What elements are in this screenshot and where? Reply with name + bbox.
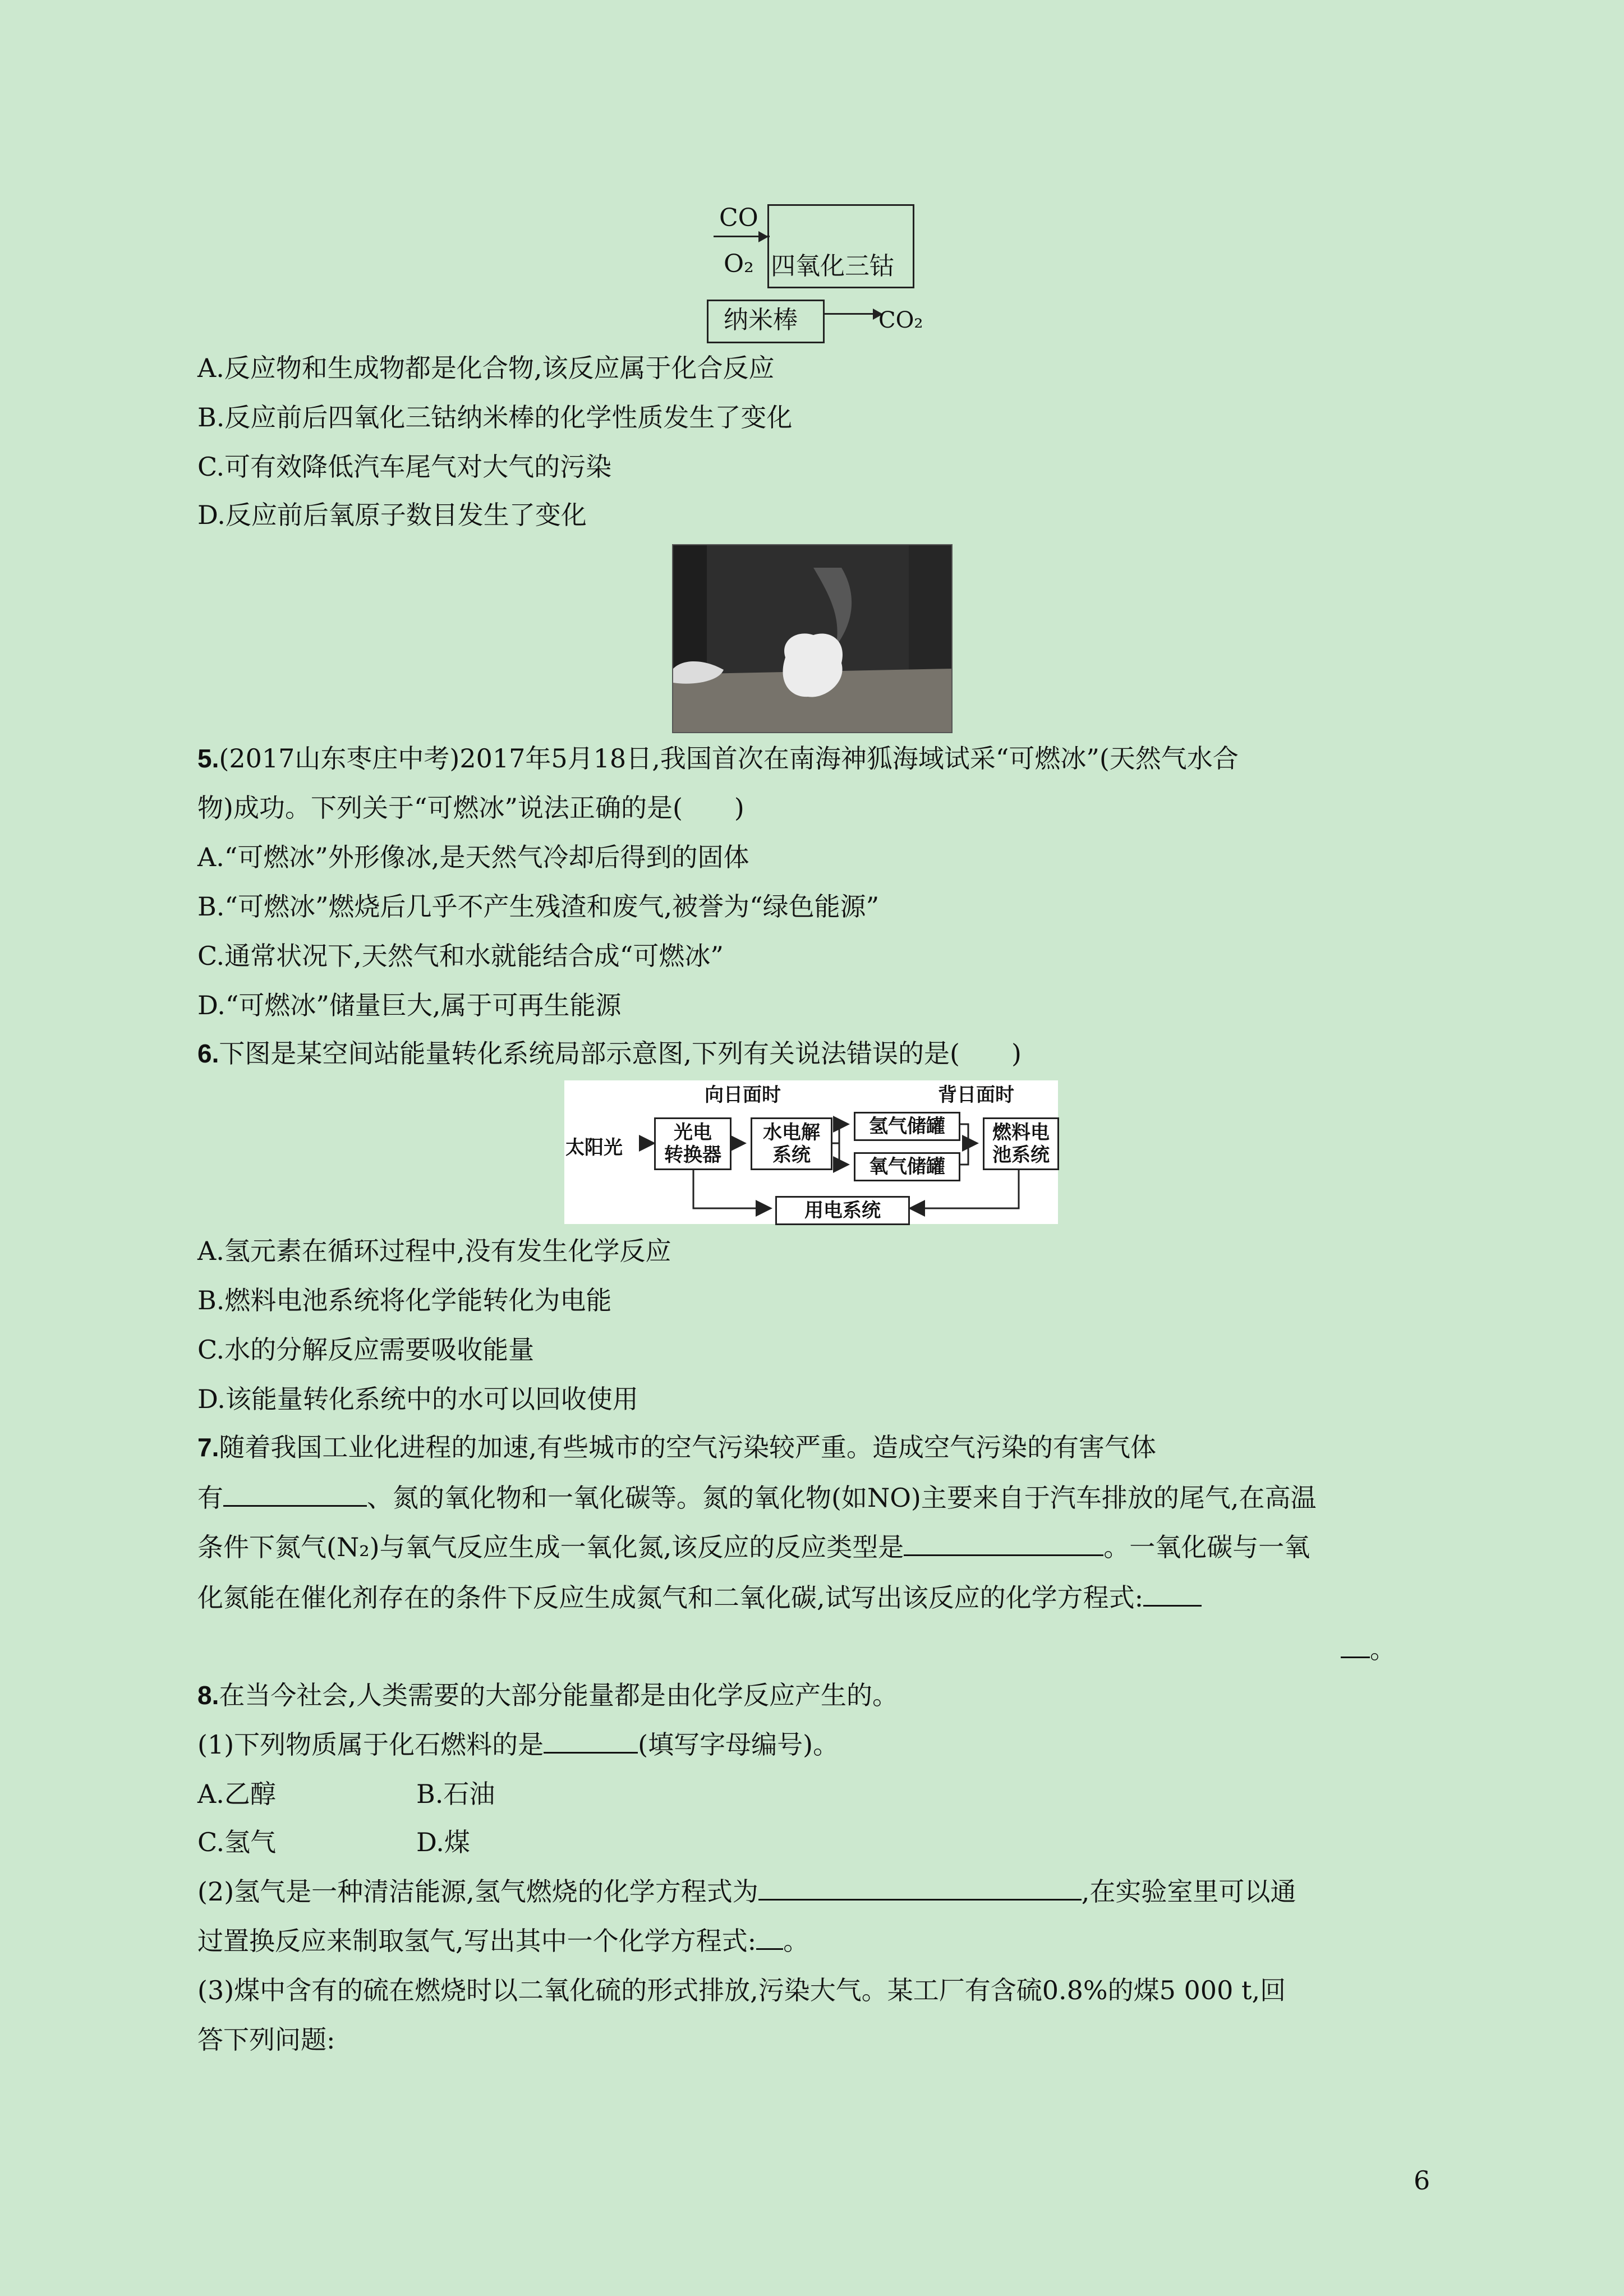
node-pv-converter: 光电 转换器	[654, 1117, 732, 1170]
q5-option-d: D.“可燃冰”储量巨大,属于可再生能源	[197, 990, 622, 1020]
q8-option-c: C.氢气	[197, 1827, 277, 1857]
q8-blank-1[interactable]	[544, 1727, 638, 1754]
q7-line-1: 7.随着我国工业化进程的加速,有些城市的空气污染较严重。造成空气污染的有害气体	[197, 1432, 1156, 1462]
q4-option-d: D.反应前后氧原子数目发生了变化	[197, 500, 587, 530]
q6-stem	[197, 1036, 1022, 1071]
q8-part-2: (2)氢气是一种清洁能源,氢气燃烧的化学方程式为 ,在实验室里可以通	[197, 1874, 1296, 1910]
q8-option-a: A.乙醇	[197, 1779, 276, 1809]
q5-number: 5.	[197, 744, 219, 773]
q5-stem-line-1	[197, 740, 1239, 776]
catalyst-label-2: 纳米棒	[724, 306, 798, 334]
q7-blank-3b[interactable]	[1341, 1632, 1370, 1658]
node-h2-tank: 氢气储罐	[854, 1112, 960, 1141]
q8-blank-2[interactable]	[758, 1874, 1082, 1901]
q8-option-d: D.煤	[416, 1827, 470, 1857]
label-sun-facing: 向日面时	[705, 1084, 781, 1106]
q4-option-a: A.反应物和生成物都是化合物,该反应属于化合反应	[197, 353, 775, 383]
q5-option-a: A.“可燃冰”外形像冰,是天然气冷却后得到的固体	[197, 842, 749, 872]
energy-conversion-diagram	[564, 1080, 1058, 1224]
q7-line-2: 有 、氮的氧化物和一氧化碳等。氮的氧化物(如NO)主要来自于汽车排放的尾气,在高温	[197, 1480, 1316, 1516]
reactant-co: CO	[719, 204, 758, 232]
q7-number: 7.	[197, 1433, 219, 1462]
q6-option-a: A.氢元素在循环过程中,没有发生化学反应	[197, 1236, 671, 1266]
node-electrolysis: 水电解 系统	[751, 1117, 832, 1170]
q8-number: 8.	[197, 1681, 219, 1710]
node-o2-tank: 氧气储罐	[854, 1152, 960, 1181]
q7-line-4: 化氮能在催化剂存在的条件下反应生成氮气和二氧化碳,试写出该反应的化学方程式:	[197, 1580, 1202, 1616]
catalyst-label-1: 四氧化三钴	[771, 252, 894, 280]
node-fuel-cell: 燃料电 池系统	[983, 1117, 1059, 1170]
q7-blank-3a[interactable]	[1143, 1580, 1202, 1607]
q6-number: 6.	[197, 1039, 219, 1068]
q6-option-d: D.该能量转化系统中的水可以回收使用	[197, 1384, 638, 1414]
q8-blank-3[interactable]	[756, 1924, 783, 1950]
q8-option-b: B.石油	[416, 1779, 495, 1809]
combustible-ice-photo	[672, 544, 953, 733]
q5-stem-line-2: 物)成功。下列关于“可燃冰”说法正确的是( )	[197, 793, 744, 823]
q4-option-b: B.反应前后四氧化三钴纳米棒的化学性质发生了变化	[197, 402, 793, 432]
q7-line-3: 条件下氮气(N₂)与氧气反应生成一氧化氮,该反应的反应类型是 。一氧化碳与一氧	[197, 1529, 1310, 1565]
q8-stem: 8.在当今社会,人类需要的大部分能量都是由化学反应产生的。	[197, 1680, 898, 1710]
q6-option-c: C.水的分解反应需要吸收能量	[197, 1335, 535, 1365]
label-shade-facing: 背日面时	[938, 1084, 1014, 1106]
q7-line-5: 。	[1341, 1631, 1396, 1667]
q5-stem-text-1: (2017山东枣庄中考)2017年5月18日,我国首次在南海神狐海域试采“可燃冰”(天然气水合	[219, 743, 1239, 774]
q6-stem-text: 下图是某空间站能量转化系统局部示意图,下列有关说法错误的是( )	[219, 1038, 1022, 1069]
label-sunlight: 太阳光	[565, 1137, 623, 1158]
page-number: 6	[1414, 2165, 1430, 2196]
q6-option-b: B.燃料电池系统将化学能转化为电能	[197, 1285, 612, 1315]
q8-part-2-cont: 过置换反应来制取氢气,写出其中一个化学方程式: 。	[197, 1923, 809, 1959]
q4-option-c: C.可有效降低汽车尾气对大气的污染	[197, 452, 612, 482]
q5-option-b: B.“可燃冰”燃烧后几乎不产生残渣和废气,被誉为“绿色能源”	[197, 891, 880, 922]
node-load: 用电系统	[775, 1196, 910, 1225]
q7-blank-2[interactable]	[904, 1530, 1103, 1556]
product-co2: CO₂	[878, 307, 923, 333]
q7-blank-1[interactable]	[223, 1480, 367, 1507]
q8-part-3: (3)煤中含有的硫在燃烧时以二氧化硫的形式排放,污染大气。某工厂有含硫0.8%的煤5 000 t,回	[197, 1975, 1286, 2005]
q5-option-c: C.通常状况下,天然气和水就能结合成“可燃冰”	[197, 941, 724, 971]
q8-part-1: (1)下列物质属于化石燃料的是 (填写字母编号)。	[197, 1727, 839, 1763]
reactant-o2: O₂	[724, 250, 754, 278]
q8-part-3-cont: 答下列问题:	[197, 2024, 335, 2055]
product-arrow-line	[825, 313, 875, 315]
